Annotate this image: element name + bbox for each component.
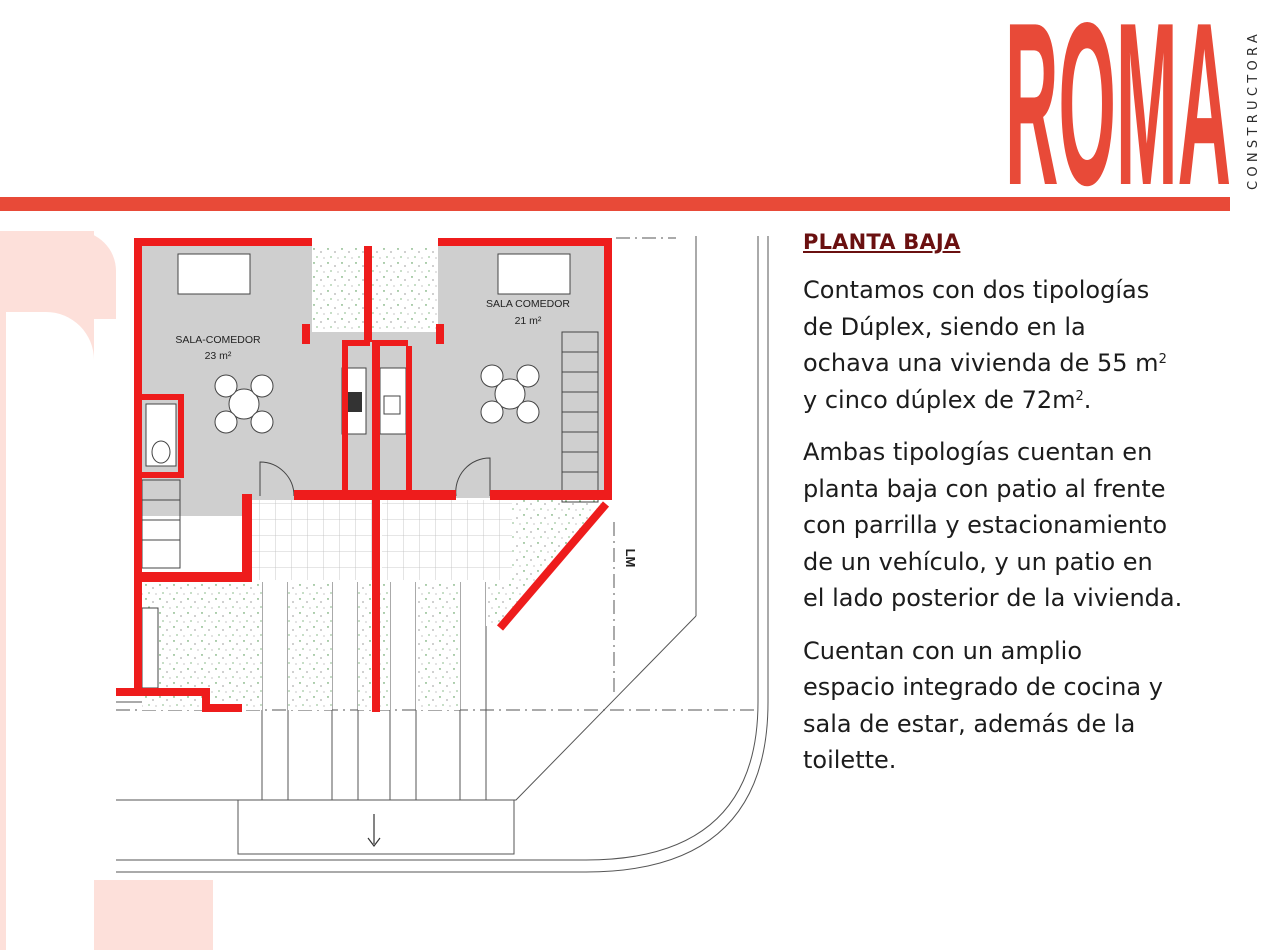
brand-logo [1004, 6, 1232, 188]
room-label-right: SALA COMEDOR [485, 298, 571, 310]
content-panel [803, 230, 1243, 795]
brand-name: ROMA [1005, 6, 1231, 188]
room-area-right: 21 m² [514, 315, 542, 327]
floor-plan [116, 232, 778, 880]
section-heading: PLANTA BAJA [803, 230, 961, 254]
decor-band-foot [94, 880, 213, 950]
paragraph-2: Ambas tipologías cuentan en planta baja con patio al frente con parrilla y estacionamiento de un vehículo, y un patio en el lado posterior de la vivienda. [803, 438, 1183, 612]
decor-band-cap [0, 231, 116, 319]
room-area-left: 23 m² [204, 350, 232, 362]
boundary-label: LM [623, 548, 638, 568]
decor-cutout [6, 312, 94, 950]
room-label-left: SALA-COMEDOR [175, 334, 261, 346]
paragraph-1: Contamos con dos tipologías de Dúplex, siendo en la ochava una vivienda de 55 $m^2$ y cinco dúplex de $72m^2$. [803, 276, 1167, 414]
header-rule [0, 197, 1230, 211]
paragraph-3: Cuentan con un amplio espacio integrado de cocina y sala de estar, además de la toilette. [803, 636, 1163, 774]
brand-tagline: CONSTRUCTORA [1246, 29, 1261, 191]
